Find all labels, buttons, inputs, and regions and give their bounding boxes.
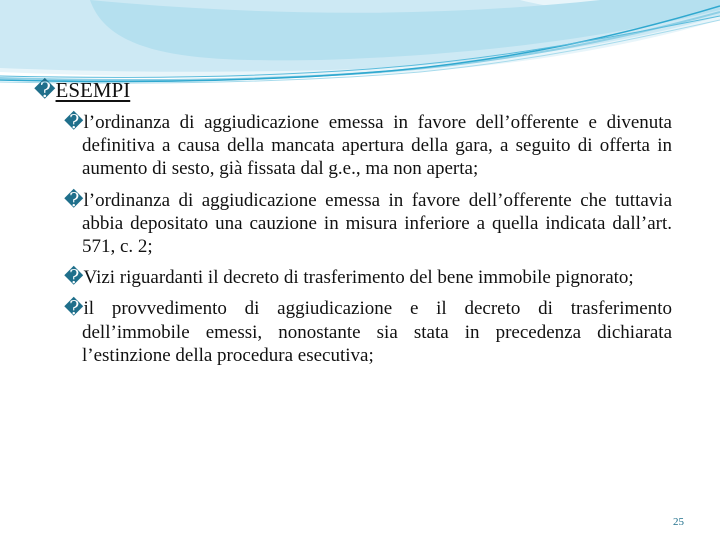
bullet-marker: � [64,267,84,289]
heading-bullet-marker: � [34,78,56,102]
bullet-marker: � [64,298,84,320]
bullet-marker: � [64,112,84,133]
bullet-text: il provvedimento di aggiudicazione e il decreto di trasferimento dell’immobile emessi, nonostante sia stata in precedenza dichiarata l’estinzione della procedura esecutiva; [82,298,672,366]
bullet-list [64,111,672,375]
bullet-text: Vizi riguardanti il decreto di trasferimento del bene immobile pignorato; [83,267,634,289]
bullet-text: l’ordinanza di aggiudicazione emessa in favore dell’offerente e divenuta definitiva a causa della mancata apertura della gara, a seguito di offerta in aumento di sesto, già fissata dal g.e., ma non aperta; [82,112,672,180]
bullet-item [64,266,672,289]
bullet-item [64,111,672,181]
bullet-item [64,189,672,259]
heading-title: ESEMPI [55,78,131,102]
bullet-text: l’ordinanza di aggiudicazione emessa in favore dell’offerente che tuttavia abbia depositato una cauzione in misura inferiore a quella indicata dall’art. 571, c. 2; [82,189,672,258]
bullet-item [64,297,672,367]
page-number: 25 [673,516,684,528]
slide-heading [34,77,130,103]
bullet-marker: � [64,189,84,211]
